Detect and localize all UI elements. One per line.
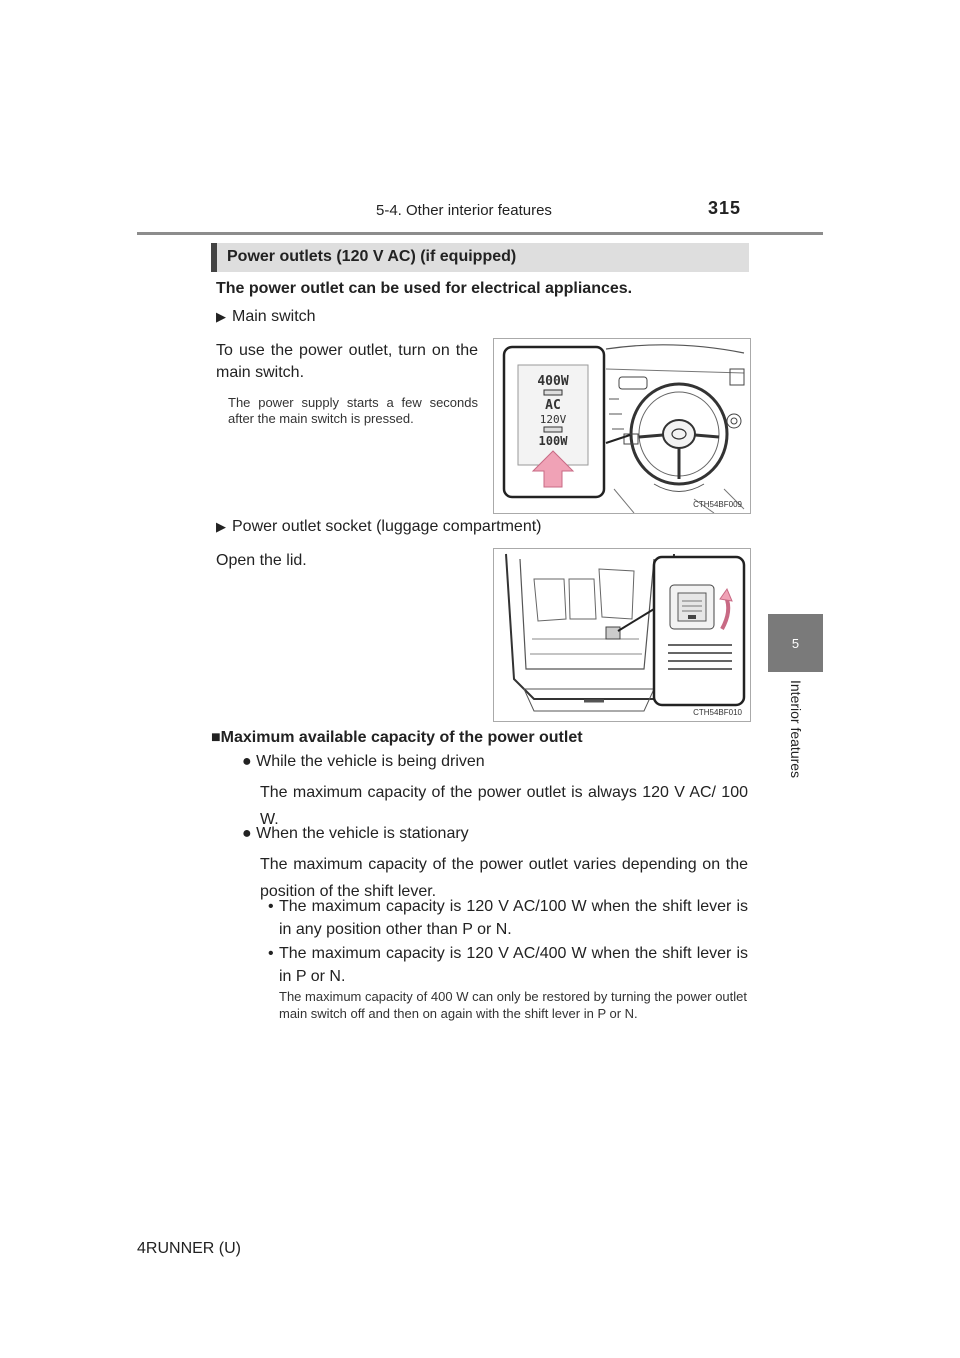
main-switch-text: To use the power outlet, turn on the main switch. (216, 342, 478, 381)
capacity-list-item (260, 895, 748, 941)
main-switch-note: The power supply starts a few seconds after the main switch is pressed. (228, 395, 478, 426)
section-label: 5-4. Other interior features (376, 202, 552, 219)
switch-label-100w: 100W (538, 434, 568, 448)
luggage-compartment-illustration (494, 549, 750, 721)
circle-bullet-icon: ● (242, 753, 252, 770)
switch-label-120v: 120V (539, 413, 567, 426)
chapter-label: Interior features (788, 680, 804, 779)
main-switch-figure (493, 338, 751, 514)
driven-text: The maximum capacity of the power outlet is always 120 V AC/ 100 W. (260, 784, 748, 828)
section-header (211, 243, 749, 272)
capacity-list-item (260, 942, 748, 988)
chapter-label-container (782, 680, 812, 810)
socket-heading-text: Power outlet socket (luggage compartment) (232, 518, 542, 535)
driven-heading (242, 753, 485, 771)
main-switch-heading (216, 308, 316, 326)
chapter-number: 5 (791, 635, 800, 651)
stationary-text: The maximum capacity of the power outlet varies depending on the position of the shift lever. (260, 856, 748, 900)
figure-code: CTH54BF010 (693, 708, 742, 717)
socket-heading (216, 518, 541, 536)
capacity-heading (211, 729, 583, 747)
dot-bullet-icon: • (268, 945, 274, 962)
switch-label-400w: 400W (537, 374, 569, 389)
capacity-list-item-text: The maximum capacity is 120 V AC/100 W when the shift lever is in any position other than P or N. (279, 898, 748, 938)
figure-code: CTH54BF009 (693, 500, 742, 509)
arrow-right-icon: ▶ (216, 309, 226, 324)
stationary-heading (242, 825, 469, 843)
capacity-note: The maximum capacity of 400 W can only be restored by turning the power outlet main switch off and then on again with the shift lever in P or N. (279, 989, 747, 1021)
dot-bullet-icon: • (268, 898, 274, 915)
section-title: Power outlets (120 V AC) (if equipped) (227, 248, 517, 265)
stationary-heading-text: When the vehicle is stationary (256, 825, 469, 842)
square-bullet-icon: ■ (211, 729, 221, 746)
dashboard-illustration (494, 339, 750, 513)
capacity-list-item-text: The maximum capacity is 120 V AC/400 W when the shift lever is in P or N. (279, 945, 748, 985)
socket-text: Open the lid. (216, 552, 307, 569)
section-header-bar (211, 243, 217, 272)
switch-label-ac: AC (545, 398, 561, 413)
arrow-right-icon: ▶ (216, 519, 226, 534)
header-divider (137, 232, 823, 235)
capacity-heading-text: Maximum available capacity of the power outlet (220, 729, 583, 746)
page-number: 315 (708, 198, 742, 218)
main-switch-heading-text: Main switch (232, 308, 316, 325)
socket-figure (493, 548, 751, 722)
intro-text: The power outlet can be used for electrical appliances. (216, 280, 633, 297)
circle-bullet-icon: ● (242, 825, 252, 842)
model-name: 4RUNNER (U) (137, 1240, 241, 1257)
chapter-tab (768, 614, 823, 672)
driven-heading-text: While the vehicle is being driven (256, 753, 485, 770)
